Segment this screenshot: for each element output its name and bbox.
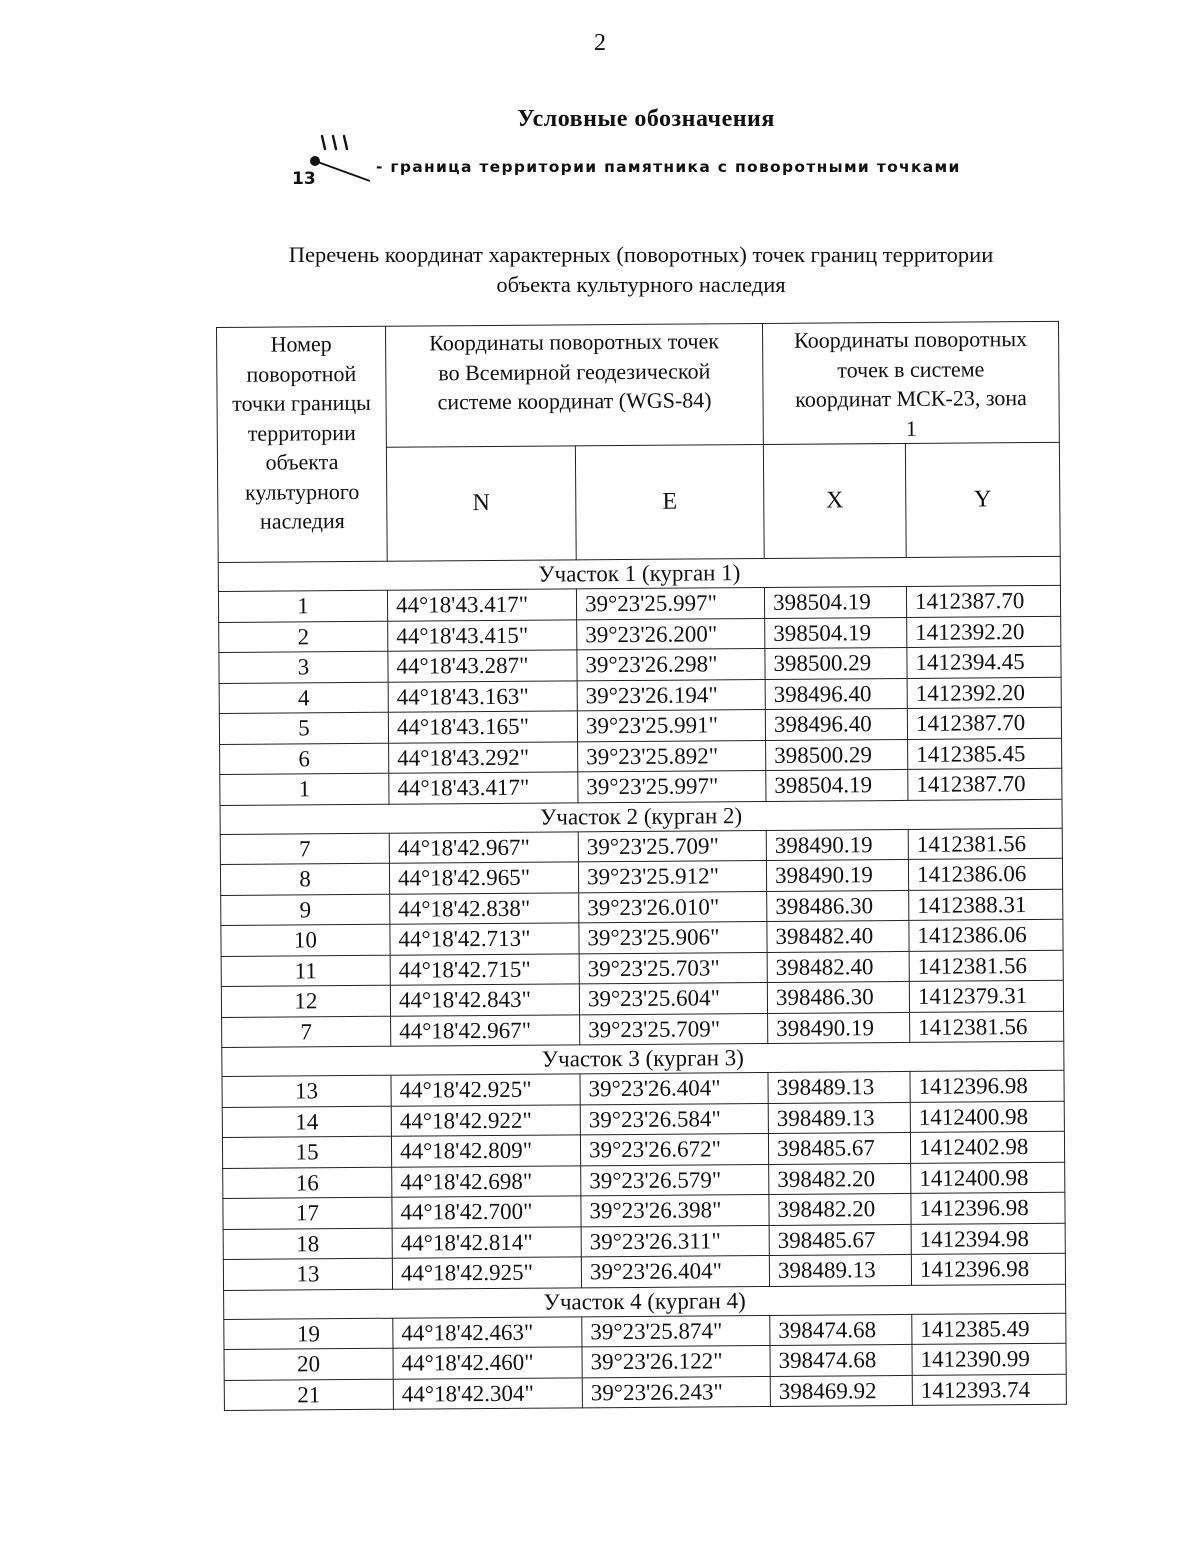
x-cell: 398485.67 [769, 1224, 911, 1256]
y-cell: 1412393.74 [912, 1374, 1066, 1406]
point-number-cell: 15 [222, 1136, 391, 1168]
y-cell: 1412387.70 [907, 707, 1061, 739]
x-cell: 398486.30 [767, 890, 909, 922]
header-e: E [575, 444, 764, 559]
longitude-cell: 39°23'26.122" [582, 1345, 770, 1377]
x-cell: 398482.40 [767, 951, 909, 983]
longitude-cell: 39°23'25.709" [580, 1013, 768, 1045]
x-cell: 398500.29 [765, 647, 907, 679]
y-cell: 1412386.06 [908, 858, 1062, 890]
point-number-cell: 19 [224, 1318, 393, 1350]
latitude-cell: 44°18'42.967" [389, 831, 578, 863]
longitude-cell: 39°23'26.298" [577, 648, 765, 680]
point-number-cell: 7 [222, 1016, 391, 1048]
x-cell: 398486.30 [767, 981, 909, 1013]
latitude-cell: 44°18'42.713" [390, 923, 579, 955]
point-number-cell: 13 [222, 1075, 391, 1107]
point-number-cell: 7 [220, 833, 389, 865]
longitude-cell: 39°23'25.991" [577, 709, 765, 741]
y-cell: 1412392.20 [907, 616, 1061, 648]
latitude-cell: 44°18'42.460" [393, 1347, 582, 1379]
y-cell: 1412387.70 [906, 585, 1060, 617]
longitude-cell: 39°23'25.709" [578, 830, 766, 862]
latitude-cell: 44°18'42.925" [392, 1257, 581, 1289]
point-number-cell: 18 [223, 1228, 392, 1260]
point-number-cell: 17 [223, 1197, 392, 1229]
latitude-cell: 44°18'42.814" [392, 1226, 581, 1258]
legend-text: - граница территории памятника с поворотными точками [376, 158, 961, 176]
point-number-cell: 11 [221, 955, 390, 987]
list-title-line2: объекта культурного наследия [496, 272, 786, 297]
y-cell: 1412388.31 [909, 889, 1063, 921]
latitude-cell: 44°18'42.922" [391, 1104, 580, 1136]
longitude-cell: 39°23'25.906" [579, 921, 767, 953]
longitude-cell: 39°23'26.398" [581, 1194, 769, 1226]
latitude-cell: 44°18'42.715" [390, 953, 579, 985]
y-cell: 1412400.98 [910, 1101, 1064, 1133]
y-cell: 1412381.56 [909, 950, 1063, 982]
x-cell: 398504.19 [766, 769, 908, 801]
point-number-cell: 16 [223, 1167, 392, 1199]
longitude-cell: 39°23'25.604" [579, 982, 767, 1014]
latitude-cell: 44°18'42.463" [393, 1316, 582, 1348]
header-point-number-text: Номер поворотной точки границы территории объекта культурного наследия [232, 331, 371, 534]
y-cell: 1412396.98 [910, 1070, 1064, 1102]
point-number-cell: 2 [219, 621, 388, 653]
longitude-cell: 39°23'26.579" [581, 1164, 769, 1196]
y-cell: 1412381.56 [908, 828, 1062, 860]
latitude-cell: 44°18'42.304" [393, 1377, 582, 1409]
point-number-cell: 5 [219, 712, 388, 744]
y-cell: 1412402.98 [910, 1131, 1064, 1163]
boundary-point-symbol-icon [288, 128, 388, 198]
latitude-cell: 44°18'43.417" [389, 772, 578, 804]
longitude-cell: 39°23'25.912" [578, 860, 766, 892]
y-cell: 1412386.06 [909, 919, 1063, 951]
x-cell: 398500.29 [766, 739, 908, 771]
y-cell: 1412400.98 [911, 1162, 1065, 1194]
x-cell: 398504.19 [765, 617, 907, 649]
x-cell: 398489.13 [769, 1254, 911, 1286]
longitude-cell: 39°23'26.194" [577, 679, 765, 711]
section-title: Участок 4 (курган 4) [224, 1284, 1066, 1319]
y-cell: 1412381.56 [910, 1011, 1064, 1043]
latitude-cell: 44°18'42.925" [391, 1074, 580, 1106]
y-cell: 1412390.99 [912, 1343, 1066, 1375]
x-cell: 398482.20 [769, 1193, 911, 1225]
longitude-cell: 39°23'26.584" [580, 1103, 768, 1135]
latitude-cell: 44°18'43.163" [388, 680, 577, 712]
longitude-cell: 39°23'26.404" [580, 1072, 768, 1104]
longitude-cell: 39°23'25.874" [582, 1315, 770, 1347]
latitude-cell: 44°18'43.292" [389, 741, 578, 773]
table-row [224, 1374, 1066, 1411]
x-cell: 398489.13 [768, 1071, 910, 1103]
y-cell: 1412387.70 [908, 768, 1062, 800]
y-cell: 1412385.49 [912, 1313, 1066, 1345]
latitude-cell: 44°18'42.838" [390, 892, 579, 924]
latitude-cell: 44°18'42.700" [392, 1196, 581, 1228]
longitude-cell: 39°23'25.892" [578, 740, 766, 772]
longitude-cell: 39°23'26.200" [577, 618, 765, 650]
point-number-cell: 14 [222, 1106, 391, 1138]
page-number: 2 [594, 30, 606, 56]
x-cell: 398489.13 [768, 1102, 910, 1134]
list-title-line1: Перечень координат характерных (поворотных) точек границ территории [288, 242, 994, 267]
longitude-cell: 39°23'26.311" [581, 1225, 769, 1257]
section-title: Участок 2 (курган 2) [220, 799, 1062, 834]
header-y: Y [905, 442, 1060, 557]
y-cell: 1412396.98 [911, 1192, 1065, 1224]
longitude-cell: 39°23'26.672" [580, 1133, 768, 1165]
header-point-number [217, 326, 388, 562]
latitude-cell: 44°18'42.965" [389, 862, 578, 894]
section-title: Участок 1 (курган 1) [218, 556, 1060, 591]
point-number-cell: 20 [224, 1348, 393, 1380]
header-msk23 [762, 321, 1059, 444]
point-number-cell: 8 [220, 863, 389, 895]
point-number-cell: 13 [223, 1258, 392, 1290]
latitude-cell: 44°18'43.415" [388, 619, 577, 651]
table-header [217, 321, 1061, 562]
longitude-cell: 39°23'25.703" [579, 952, 767, 984]
x-cell: 398469.92 [770, 1375, 912, 1407]
header-x: X [763, 443, 906, 558]
latitude-cell: 44°18'43.287" [388, 650, 577, 682]
x-cell: 398496.40 [765, 708, 907, 740]
point-number-cell: 1 [220, 773, 389, 805]
longitude-cell: 39°23'25.997" [578, 770, 766, 802]
latitude-cell: 44°18'43.417" [387, 589, 576, 621]
list-title [0, 240, 1200, 300]
legend-title: Условные обозначения [517, 106, 775, 132]
x-cell: 398504.19 [764, 586, 906, 618]
latitude-cell: 44°18'42.967" [391, 1014, 580, 1046]
x-cell: 398485.67 [768, 1132, 910, 1164]
legend-point-label: 13 [292, 169, 316, 189]
x-cell: 398490.19 [766, 829, 908, 861]
x-cell: 398482.40 [767, 920, 909, 952]
coordinates-table [216, 321, 1067, 1411]
longitude-cell: 39°23'26.010" [579, 891, 767, 923]
latitude-cell: 44°18'43.165" [388, 711, 577, 743]
point-number-cell: 9 [221, 894, 390, 926]
point-number-cell: 6 [220, 743, 389, 775]
point-number-cell: 3 [219, 651, 388, 683]
table-body [218, 556, 1066, 1410]
x-cell: 398482.20 [769, 1163, 911, 1195]
y-cell: 1412392.20 [907, 677, 1061, 709]
y-cell: 1412385.45 [908, 738, 1062, 770]
header-n: N [386, 446, 576, 561]
latitude-cell: 44°18'42.843" [390, 984, 579, 1016]
latitude-cell: 44°18'42.809" [391, 1135, 580, 1167]
x-cell: 398474.68 [770, 1344, 912, 1376]
point-number-cell: 12 [221, 985, 390, 1017]
header-wgs84-text: Координаты поворотных точек во Всемирной геодезической системе координат (WGS-84) [429, 328, 720, 415]
point-number-cell: 4 [219, 682, 388, 714]
header-msk23-text: Координаты поворотных точек в системе координат МСК-23, зона 1 [794, 326, 1028, 441]
y-cell: 1412396.98 [911, 1253, 1065, 1285]
longitude-cell: 39°23'26.404" [581, 1255, 769, 1287]
section-title: Участок 3 (курган 3) [222, 1041, 1064, 1076]
legend-row [288, 128, 1048, 198]
y-cell: 1412394.45 [907, 646, 1061, 678]
point-number-cell: 1 [218, 590, 387, 622]
latitude-cell: 44°18'42.698" [392, 1165, 581, 1197]
longitude-cell: 39°23'25.997" [576, 587, 764, 619]
y-cell: 1412394.98 [911, 1223, 1065, 1255]
y-cell: 1412379.31 [909, 980, 1063, 1012]
point-number-cell: 10 [221, 924, 390, 956]
longitude-cell: 39°23'26.243" [582, 1376, 770, 1408]
point-number-cell: 21 [224, 1379, 393, 1411]
x-cell: 398496.40 [765, 678, 907, 710]
header-wgs84 [385, 323, 763, 447]
x-cell: 398490.19 [766, 859, 908, 891]
x-cell: 398490.19 [768, 1012, 910, 1044]
x-cell: 398474.68 [770, 1314, 912, 1346]
